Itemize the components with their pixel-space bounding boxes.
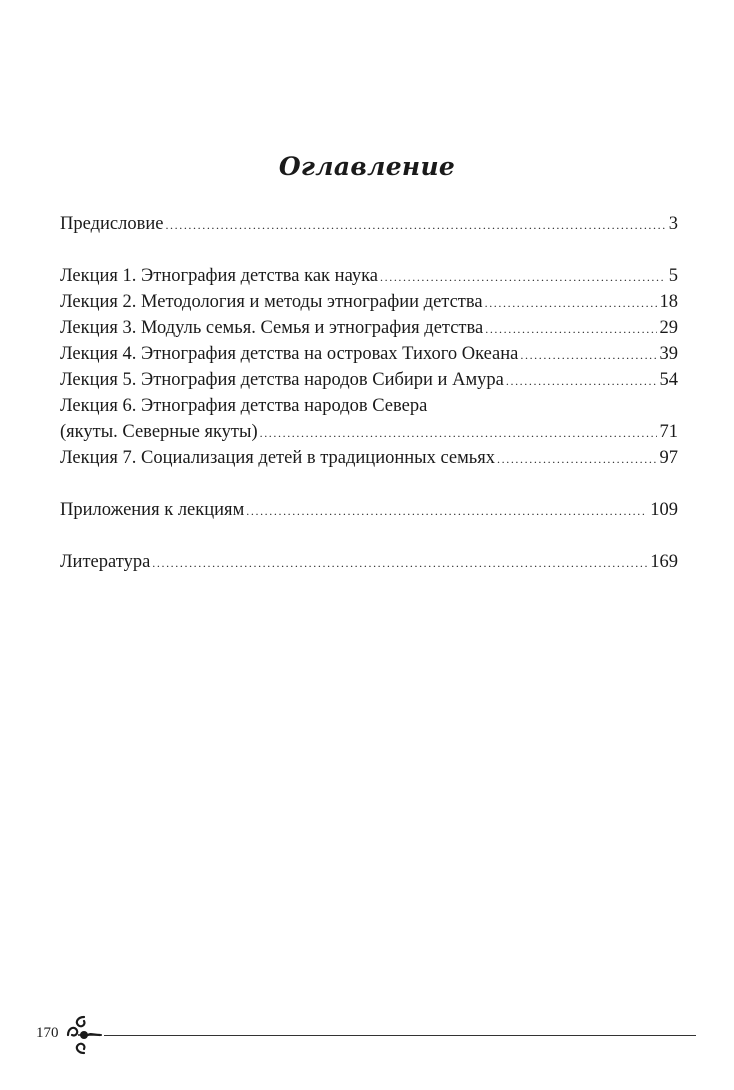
page-title: Оглавление: [278, 152, 456, 181]
toc-entry-lecture-2[interactable]: [60, 292, 678, 316]
toc-entry-lecture-1[interactable]: [60, 266, 678, 290]
toc-entry-appendix[interactable]: [60, 500, 678, 524]
toc-entry-page: 54: [659, 370, 678, 390]
leader-dots: [485, 322, 656, 337]
footer-rule: [104, 1035, 696, 1036]
toc-entry-page: 109: [650, 500, 678, 520]
toc-entry-preface[interactable]: [60, 214, 678, 238]
toc-entry-page: 18: [659, 292, 678, 312]
toc-entry-page: 71: [659, 422, 678, 442]
toc-entry-label: Лекция 4. Этнография детства на островах Тихого Океана: [60, 344, 519, 364]
leader-dots: [520, 348, 656, 363]
page-number: 170: [36, 1025, 59, 1041]
toc-entry-page: 29: [659, 318, 678, 338]
toc-entry-label: Лекция 2. Методология и методы этнографии детства: [60, 292, 483, 312]
toc-entry-label: Лекция 7. Социализация детей в традиционных семьях: [60, 448, 496, 468]
toc-entry-lecture-7[interactable]: [60, 448, 678, 472]
toc-entry-page: 97: [659, 448, 678, 468]
toc-entry-label: Лекция 5. Этнография детства народов Сибири и Амура: [60, 370, 504, 390]
toc-entry-literature[interactable]: [60, 552, 678, 576]
toc-entry-label: Лекция 6. Этнография детства народов Севера: [60, 396, 428, 416]
leader-dots: [246, 504, 647, 519]
toc-entry-page: 39: [659, 344, 678, 364]
toc-entry-page: 169: [650, 552, 678, 572]
toc-entry-label: Литература: [60, 552, 151, 572]
leader-dots: [506, 374, 657, 389]
toc-entry-lecture-3[interactable]: [60, 318, 678, 342]
leader-dots: [165, 218, 665, 233]
toc-entry-lecture-4[interactable]: [60, 344, 678, 368]
leader-dots: [152, 556, 647, 571]
leader-dots: [380, 270, 666, 285]
toc-entry-lecture-5[interactable]: [60, 370, 678, 394]
floral-ornament-icon: [64, 1013, 104, 1062]
leader-dots: [485, 296, 657, 311]
toc-entry-page: 3: [668, 214, 678, 234]
leader-dots: [260, 426, 657, 441]
toc-entry-label: Лекция 3. Модуль семья. Семья и этнография детства: [60, 318, 484, 338]
toc-entry-page: 5: [668, 266, 678, 286]
toc-entry-lecture-6[interactable]: [60, 422, 678, 446]
toc-entry-label: Лекция 1. Этнография детства как наука: [60, 266, 379, 286]
leader-dots: [497, 452, 656, 467]
toc-entry-continuation: (якуты. Северные якуты): [60, 422, 258, 442]
toc-entry-lecture-6-title[interactable]: [60, 396, 678, 420]
toc-entry-label: Приложения к лекциям: [60, 500, 245, 520]
toc-entry-label: Предисловие: [60, 214, 164, 234]
